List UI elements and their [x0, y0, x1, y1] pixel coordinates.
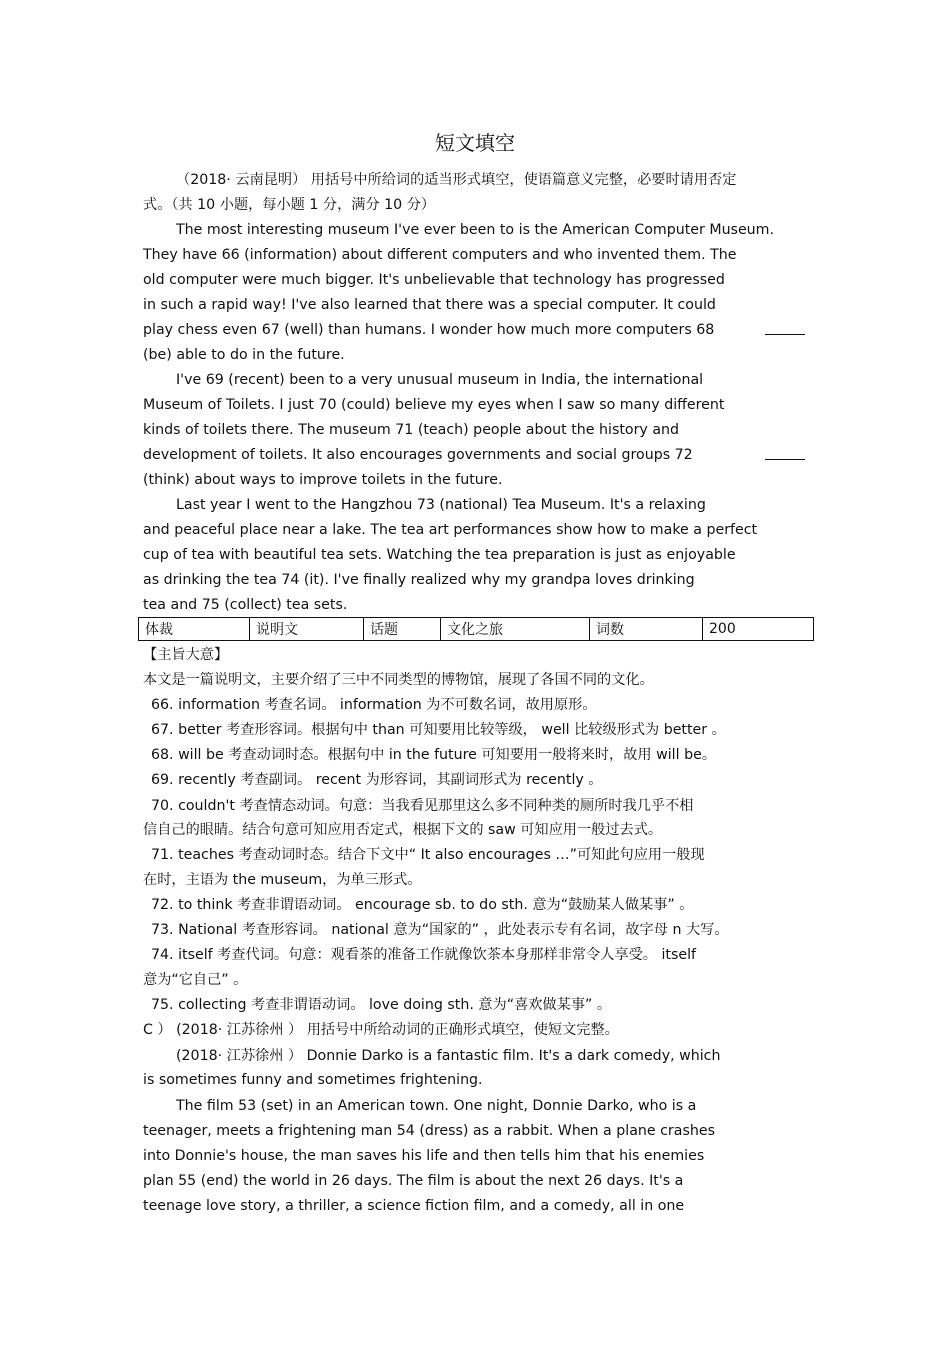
- section-c-heading: C ） (2018· 江苏徐州 ） 用括号中所给动词的正确形式填空，使短文完整。: [143, 1022, 619, 1038]
- blank-72: [765, 459, 805, 460]
- passage4-line-4: teenager, meets a frightening man 54 (dress) as a rabbit. When a plane crashes: [143, 1123, 715, 1139]
- answer-69: 69. recently 考查副词。 recent 为形容词，其副词形式为 recently 。: [151, 772, 603, 788]
- answer-75: 75. collecting 考查非谓语动词。 love doing sth. 意为“喜欢做某事” 。: [151, 997, 612, 1013]
- passage4-line-2: is sometimes funny and sometimes frightening.: [143, 1072, 483, 1088]
- passage2-line-4-text: development of toilets. It also encourages governments and social groups 72: [143, 447, 693, 463]
- passage3-line-3: cup of tea with beautiful tea sets. Watching the tea preparation is just as enjoyable: [143, 547, 736, 563]
- answer-73: 73. National 考查形容词。 national 意为“国家的” ，此处表示专有名词，故字母 n 大写。: [151, 922, 729, 938]
- passage4-line-6: plan 55 (end) the world in 26 days. The film is about the next 26 days. It's a: [143, 1173, 684, 1189]
- word-count-value: 200: [703, 618, 814, 641]
- passage1-line-4: in such a rapid way! I've also learned that there was a special computer. It could: [143, 297, 716, 313]
- info-table: [138, 617, 814, 641]
- passage2-line-4: [143, 445, 811, 465]
- passage3-line-5: tea and 75 (collect) tea sets.: [143, 597, 348, 613]
- answer-71-line-1: 71. teaches 考查动词时态。结合下文中“ It also encourages …”可知此句应用一般现: [151, 847, 705, 863]
- instruction-line-1: （2018· 云南昆明） 用括号中所给词的适当形式填空，使语篇意义完整，必要时请用否定: [176, 172, 737, 188]
- passage1-line-1: The most interesting museum I've ever been to is the American Computer Museum.: [176, 222, 775, 238]
- answer-67: 67. better 考查形容词。根据句中 than 可知要用比较等级， well 比较级形式为 better 。: [151, 722, 726, 738]
- passage4-line-3: The film 53 (set) in an American town. One night, Donnie Darko, who is a: [176, 1098, 697, 1114]
- passage1-line-6: (be) able to do in the future.: [143, 347, 345, 363]
- passage1-line-5: [143, 320, 811, 340]
- answer-70-line-2: 信自己的眼睛。结合句意可知应用否定式，根据下文的 saw 可知应用一般过去式。: [143, 822, 663, 838]
- passage2-line-2: Museum of Toilets. I just 70 (could) believe my eyes when I saw so many different: [143, 397, 725, 413]
- passage2-line-1: I've 69 (recent) been to a very unusual museum in India, the international: [176, 372, 704, 388]
- topic-value: 文化之旅: [441, 618, 590, 641]
- passage3-line-2: and peaceful place near a lake. The tea art performances show how to make a perfect: [143, 522, 758, 538]
- answer-68: 68. will be 考查动词时态。根据句中 in the future 可知要用一般将来时，故用 will be。: [151, 747, 716, 763]
- analysis-summary: 本文是一篇说明文，主要介绍了三中不同类型的博物馆，展现了各国不同的文化。: [143, 672, 654, 688]
- answer-70-line-1: 70. couldn't 考查情态动词。句意：当我看见那里这么多不同种类的厕所时我几乎不相: [151, 798, 694, 814]
- passage4-line-7: teenage love story, a thriller, a science fiction film, and a comedy, all in one: [143, 1198, 685, 1214]
- answer-71-line-2: 在时，主语为 the museum，为单三形式。: [143, 872, 422, 888]
- passage4-line-1: (2018· 江苏徐州 ） Donnie Darko is a fantastic film. It's a dark comedy, which: [176, 1048, 721, 1064]
- analysis-heading: 【主旨大意】: [143, 647, 229, 663]
- topic-label: 话题: [364, 618, 441, 641]
- passage1-line-2: They have 66 (information) about different computers and who invented them. The: [143, 247, 737, 263]
- genre-value: 说明文: [250, 618, 364, 641]
- instruction-line-2: 式。（共 10 小题，每小题 1 分，满分 10 分）: [143, 197, 436, 213]
- passage3-line-1: Last year I went to the Hangzhou 73 (national) Tea Museum. It's a relaxing: [176, 497, 706, 513]
- answer-74-line-1: 74. itself 考查代词。句意：观看茶的准备工作就像饮茶本身那样非常令人享受。 itself: [151, 947, 697, 963]
- answer-72: 72. to think 考查非谓语动词。 encourage sb. to do sth. 意为“鼓励某人做某事” 。: [151, 897, 694, 913]
- passage1-line-5-text: play chess even 67 (well) than humans. I wonder how much more computers 68: [143, 322, 715, 338]
- page-title: 短文填空: [435, 131, 515, 155]
- blank-68: [765, 334, 805, 335]
- passage2-line-5: (think) about ways to improve toilets in the future.: [143, 472, 503, 488]
- genre-label: 体裁: [139, 618, 250, 641]
- passage2-line-3: kinds of toilets there. The museum 71 (teach) people about the history and: [143, 422, 680, 438]
- answer-66: 66. information 考查名词。 information 为不可数名词，故用原形。: [151, 697, 597, 713]
- info-table-row: [139, 618, 814, 641]
- passage1-line-3: old computer were much bigger. It's unbelievable that technology has progressed: [143, 272, 725, 288]
- word-count-label: 词数: [590, 618, 703, 641]
- passage3-line-4: as drinking the tea 74 (it). I've finally realized why my grandpa loves drinking: [143, 572, 695, 588]
- answer-74-line-2: 意为“它自己” 。: [143, 972, 248, 988]
- passage4-line-5: into Donnie's house, the man saves his life and then tells him that his enemies: [143, 1148, 705, 1164]
